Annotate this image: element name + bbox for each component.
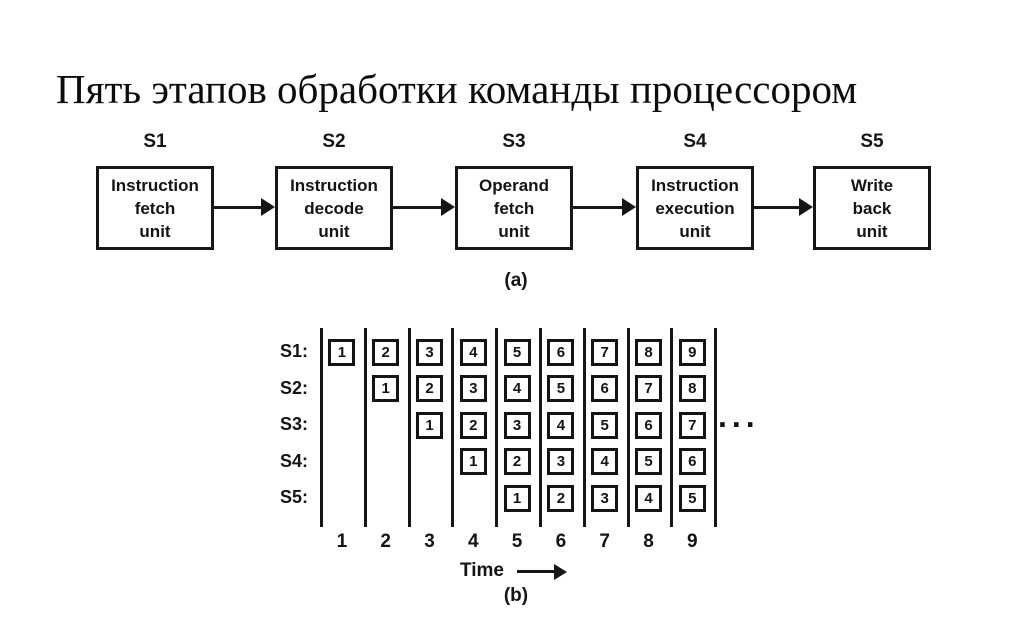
pipeline-cell-s2-t8: 7	[635, 375, 662, 402]
pipeline-cell-s5-t9: 5	[679, 485, 706, 512]
stage-box-text: unit	[679, 221, 711, 241]
pipeline-cell-s1-t5: 5	[504, 339, 531, 366]
pipeline-cell-s3-t3: 1	[416, 412, 443, 439]
pipeline-cell-s3-t6: 4	[547, 412, 574, 439]
time-slot-divider	[714, 328, 717, 527]
pipeline-cell-s4-t4: 1	[460, 448, 487, 475]
arrow-head-icon	[554, 564, 567, 580]
time-slot-divider	[364, 328, 367, 527]
pipeline-cell-s2-t4: 3	[460, 375, 487, 402]
time-slot-divider	[320, 328, 323, 527]
pipeline-cell-s4-t9: 6	[679, 448, 706, 475]
pipeline-cell-s4-t7: 4	[591, 448, 618, 475]
time-slot-divider	[451, 328, 454, 527]
stage-box-text: Instruction	[111, 175, 199, 195]
pipeline-cell-s5-t6: 2	[547, 485, 574, 512]
row-label-s4: S4:	[279, 450, 308, 471]
pipeline-cell-s1-t8: 8	[635, 339, 662, 366]
flow-arrow	[754, 196, 813, 218]
pipeline-cell-s3-t4: 2	[460, 412, 487, 439]
time-slot-divider	[495, 328, 498, 527]
row-label-s2: S2:	[279, 377, 308, 398]
row-label-s1: S1:	[279, 341, 308, 361]
pipeline-cell-s5-t8: 4	[635, 485, 662, 512]
stage-box-s4	[636, 166, 754, 250]
row-label-s5: S5:	[279, 487, 308, 508]
flow-arrow	[393, 196, 455, 218]
pipeline-cell-s1-t4: 4	[460, 339, 487, 366]
pipeline-cell-s5-t5: 1	[504, 485, 531, 512]
stage-box-text: unit	[318, 221, 350, 241]
arrow-head-icon	[799, 198, 813, 216]
time-tick-9: 9	[687, 531, 698, 552]
time-tick-2: 2	[380, 531, 391, 552]
time-arrow-icon	[517, 564, 567, 580]
stage-label-s2: S2	[322, 131, 346, 152]
pipeline-cell-s2-t2: 1	[372, 375, 399, 402]
continuation-ellipsis: ...	[718, 398, 760, 434]
pipeline-cell-s2-t6: 5	[547, 375, 574, 402]
time-slot-divider	[627, 328, 630, 527]
pipeline-cell-s4-t5: 2	[504, 448, 531, 475]
time-axis-label: Time	[460, 560, 505, 581]
row-label-s3: S3:	[279, 414, 308, 435]
pipeline-cell-s5-t7: 3	[591, 485, 618, 512]
stage-box-s1	[96, 166, 214, 250]
time-tick-3: 3	[424, 531, 435, 552]
stage-box-text: Write	[850, 175, 894, 195]
pipeline-cell-s4-t8: 5	[635, 448, 662, 475]
flow-arrow	[573, 196, 636, 218]
stage-box-text: Instruction	[651, 175, 739, 195]
stage-box-text: fetch	[134, 198, 176, 218]
time-slot-divider	[583, 328, 586, 527]
arrow-line	[573, 206, 625, 209]
stage-label-s4: S4	[683, 131, 707, 152]
pipeline-cell-s1-t3: 3	[416, 339, 443, 366]
arrow-line	[517, 570, 555, 573]
arrow-line	[214, 206, 264, 209]
time-slot-divider	[539, 328, 542, 527]
time-tick-1: 1	[336, 531, 348, 552]
pipeline-cell-s1-t1: 1	[328, 339, 355, 366]
caption-b: (b)	[503, 585, 529, 606]
arrow-head-icon	[261, 198, 275, 216]
time-tick-8: 8	[643, 531, 654, 552]
arrow-head-icon	[622, 198, 636, 216]
time-tick-5: 5	[511, 531, 523, 552]
time-slot-divider	[408, 328, 411, 527]
stage-box-text: execution	[655, 198, 735, 218]
stage-box-text: unit	[139, 221, 171, 241]
time-slot-divider	[670, 328, 673, 527]
stage-box-text: Operand	[479, 175, 549, 195]
stage-box-s3	[455, 166, 573, 250]
slide-title: Пять этапов обработки команды процессором	[56, 66, 858, 112]
pipeline-cell-s2-t9: 8	[679, 375, 706, 402]
pipeline-cell-s3-t5: 3	[504, 412, 531, 439]
arrow-head-icon	[441, 198, 455, 216]
time-tick-6: 6	[555, 531, 567, 552]
pipeline-cell-s2-t5: 4	[504, 375, 531, 402]
pipeline-cell-s1-t2: 2	[372, 339, 399, 366]
stage-box-text: decode	[304, 198, 364, 218]
stage-box-s5	[813, 166, 931, 250]
pipeline-cell-s1-t7: 7	[591, 339, 618, 366]
flow-arrow	[214, 196, 275, 218]
arrow-line	[754, 206, 802, 209]
stage-box-text: back	[852, 198, 892, 218]
pipeline-cell-s2-t3: 2	[416, 375, 443, 402]
stage-label-s3: S3	[502, 131, 526, 152]
stage-label-s1: S1	[143, 131, 167, 152]
pipeline-cell-s3-t7: 5	[591, 412, 618, 439]
pipeline-cell-s3-t8: 6	[635, 412, 662, 439]
stage-box-text: fetch	[493, 198, 535, 218]
stage-label-s5: S5	[860, 131, 884, 152]
pipeline-cell-s4-t6: 3	[547, 448, 574, 475]
pipeline-cell-s3-t9: 7	[679, 412, 706, 439]
stage-box-s2	[275, 166, 393, 250]
arrow-line	[393, 206, 444, 209]
stage-box-text: unit	[856, 221, 888, 241]
stage-box-text: Instruction	[290, 175, 378, 195]
caption-a: (a)	[504, 270, 528, 291]
pipeline-cell-s1-t6: 6	[547, 339, 574, 366]
time-tick-4: 4	[468, 531, 479, 552]
stage-box-text: unit	[498, 221, 530, 241]
pipeline-cell-s2-t7: 6	[591, 375, 618, 402]
pipeline-cell-s1-t9: 9	[679, 339, 706, 366]
time-tick-7: 7	[599, 531, 610, 552]
